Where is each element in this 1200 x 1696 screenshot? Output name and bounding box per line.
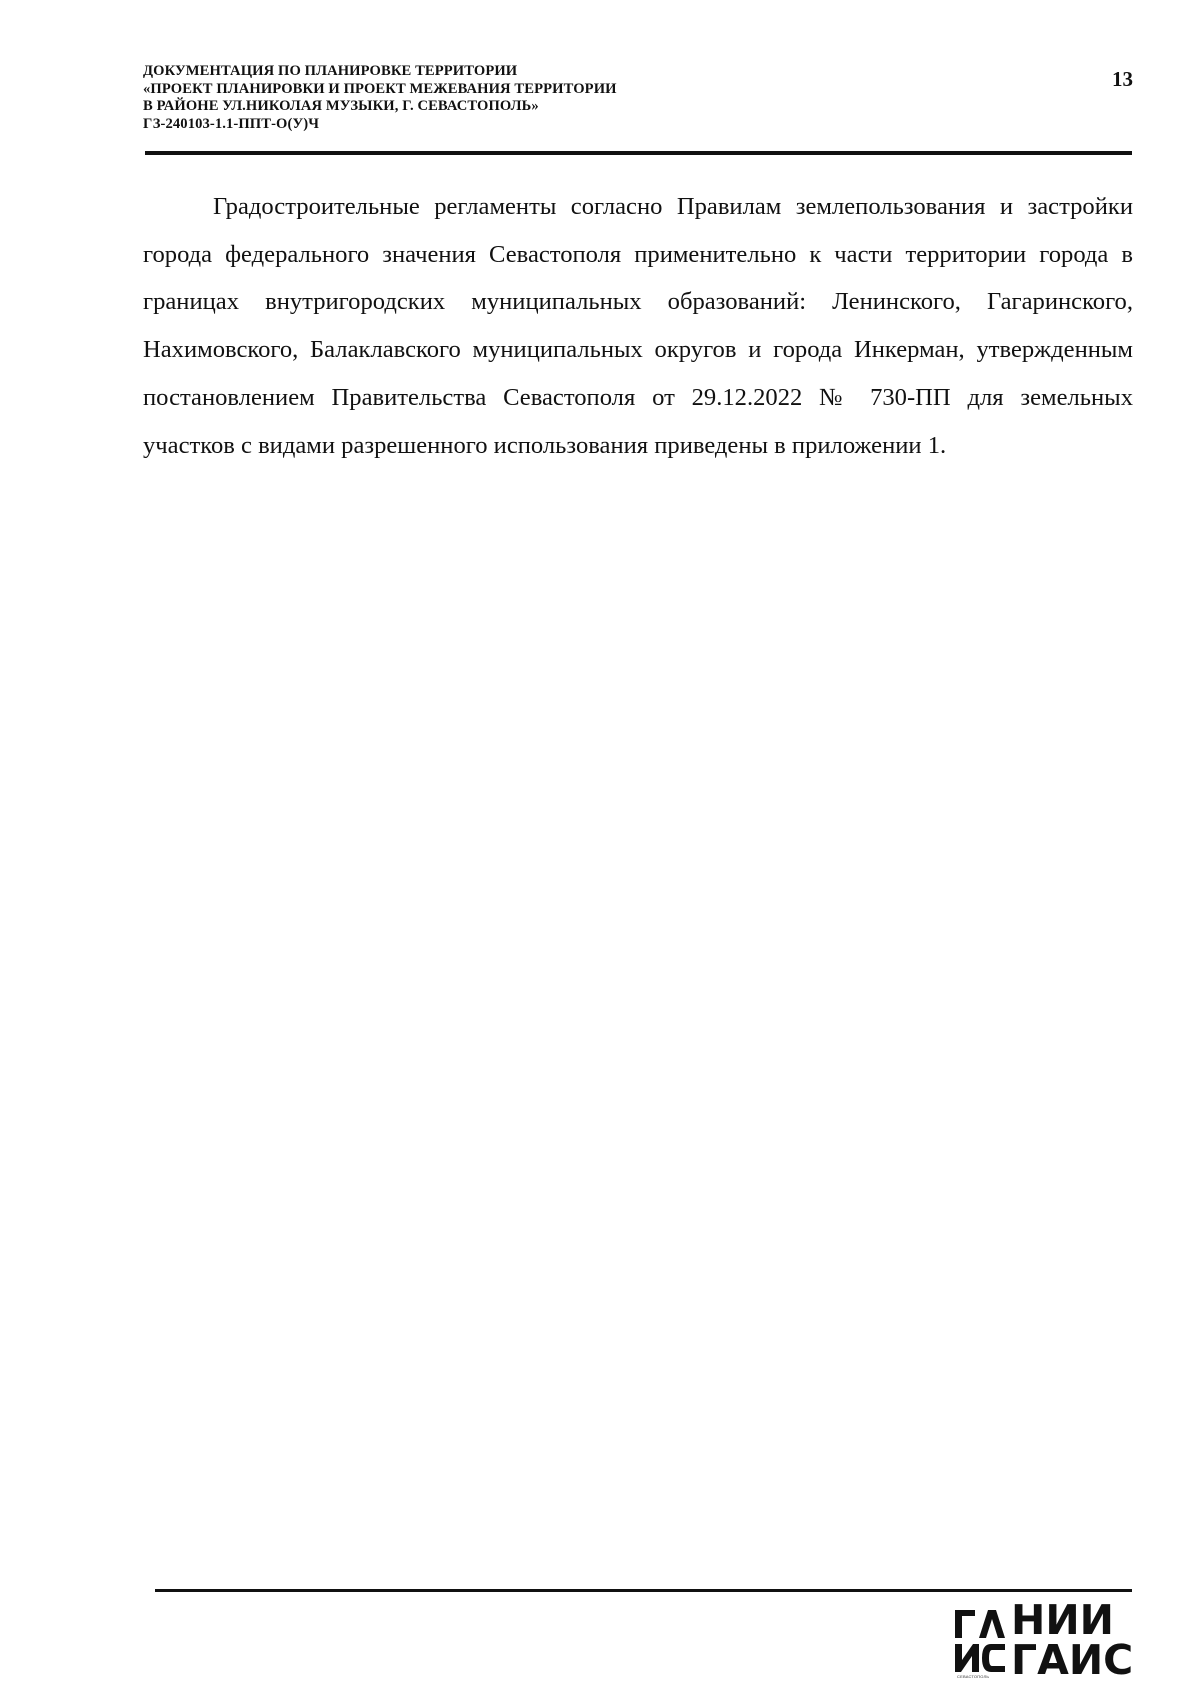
header-title-line-1: ДОКУМЕНТАЦИЯ ПО ПЛАНИРОВКЕ ТЕРРИТОРИИ	[143, 63, 518, 79]
document-header	[143, 63, 1133, 133]
footer-divider	[155, 1589, 1132, 1592]
header-document-code: ГЗ-240103-1.1-ППТ-О(У)Ч	[143, 115, 320, 132]
page-number: 13	[1112, 67, 1133, 91]
gais-monogram-icon	[955, 1604, 1007, 1680]
header-title-line-3: В РАЙОНЕ УЛ.НИКОЛАЯ МУЗЫКИ, Г. СЕВАСТОПОЛЬ»	[143, 98, 539, 114]
logo-wordmark-line-1: НИИ	[1011, 1596, 1114, 1644]
logo-wordmark	[1011, 1596, 1134, 1684]
header-title-line-2: «ПРОЕКТ ПЛАНИРОВКИ И ПРОЕКТ МЕЖЕВАНИЯ ТЕРРИТОРИИ	[143, 80, 617, 97]
nii-gais-logo	[955, 1596, 1135, 1684]
logo-caption: СЕВАСТОПОЛЬ	[957, 1674, 990, 1679]
header-divider	[145, 151, 1132, 155]
body-paragraph: Градостроительные регламенты согласно Правилам землепользования и застройки города федерального значения Севастополя применительно к части территории города в границах внутригородских муниципальных образований: Ленинского, Гагаринского, Нахимовского, Балаклавского муниципальных округов и города Инкерман, утвержденным постановлением Правительства Севастополя от 29.12.2022 № 730-ПП для земельных участков с видами разрешенного использования приведены в приложении 1.	[143, 193, 1133, 459]
logo-wordmark-line-2: ГАИС	[1011, 1636, 1134, 1684]
header-title	[143, 63, 1133, 133]
